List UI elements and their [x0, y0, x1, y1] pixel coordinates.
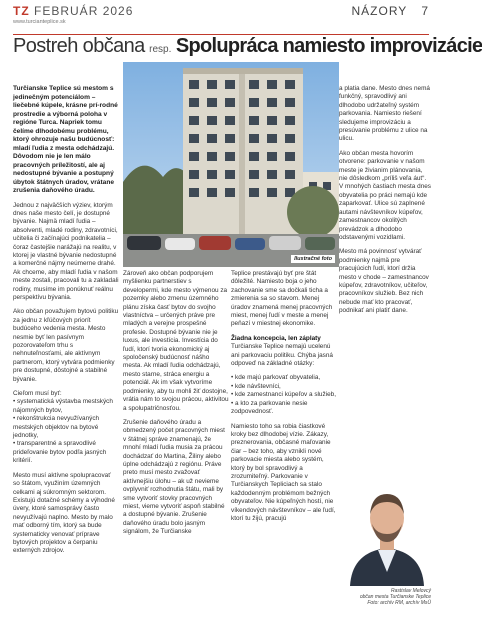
paragraph: Mesto musí aktívne spolupracovať so štátom, využiním územných celkami aj súkromným sektorom. Existujú dotačné schémy a výhodné úvery, ktoré samosprávy často nevyužívajú naplno. Mesto by malo mať odborný tím, ktorý sa bude systematicky venovať príprave bytových projektov a čerpaniu externých zdrojov.	[13, 471, 115, 555]
author-name: Rastislav Melovcý	[390, 588, 431, 594]
paragraph: Jednou z najväčších výziev, ktorým dnes naše mesto čelí, je dostupné bývanie. Najmä mladí ľudia – absolventi, mladé rodiny, zdravotníci, učitelia či začínajúci podnikatelia – čoraz častejšie narážajú na realitu, v ktorej je vlastné bývanie nedostupné a komerčné nájmy neúmerne drahé. Ak chceme, aby mladí ľudia v našom meste zostali, pracovali tu a zakladali rodiny, musíme im ponúknuť reálnu perspektívu bývania.	[13, 201, 119, 301]
question-list	[231, 374, 337, 416]
section-name: NÁZORY	[351, 4, 408, 18]
issue-date: FEBRUÁR 2026	[34, 4, 134, 18]
website-url[interactable]: www.turcianteplice.sk	[13, 19, 66, 25]
photo-caption: Ilustračné foto	[291, 255, 335, 263]
paragraph: Zároveň ako občan podporujem myšlienku partnerstiev s developermi, kde mesto výmenou za pozemky alebo zmenu územného plánu získa časť bytov do svojho vlastníctva – určených práve pre mladých a verejne prospešné profesie. Dostupné bývanie nie je luxus, ale investícia. Investícia do ľudí, ktorí tvoria ekonomický aj spoločenský budúcnosť nášho mesta. Ak mladí ľudia odchádzajú, mesto starne, stráca energiu a potenciál. Ak im však vytvoríme podmienky, aby tu mohli žiť dostojne, vrátia nám to svojou prácou, aktivitou a spolupatričnosťou.	[123, 270, 229, 412]
title-kicker: Postreh občana	[13, 35, 145, 57]
list-item: • a kto za parkovanie nesie zodpovednosť.	[231, 399, 308, 416]
page-number: 7	[421, 4, 429, 18]
author-portrait	[342, 468, 432, 586]
paragraph: Mesto má povinnosť vytvárať podmienky najmä pre pracujúcich ľudí, ktorí držia mesto v chode – zamestnancov kúpeľov, zdravotníkov, učiteľov, pracovníkov služieb. Bez nich nebude mať kto pracovať, podnikať ani platiť dane.	[339, 248, 429, 315]
list-item: • rekonštrukcia nevyužívaných mestských objektov na bytové jednotky,	[13, 415, 100, 440]
column-4	[339, 85, 431, 322]
list-item: • kde majú parkovať obyvatelia,	[231, 374, 321, 382]
paragraph: Ako občan považujem bytovú politiku za jednu z kľúčových priorít budúceho vedenia mesta. Mesto nesmie byť len pasívnym pozorovateľom trhu s nehnuteľnosťami, ale aktívnym partnerom, ktorý vytvára podmienky pre dostupné, dôstojné a stabilné bývanie.	[13, 308, 119, 383]
brand: TZ	[13, 4, 30, 18]
title-resp: resp.	[149, 44, 172, 55]
subheading: Žiadna koncepcia, len záplaty	[231, 334, 321, 342]
paragraph: Ako občan mesta hovorím otvorene: parkovanie v našom meste je živianim plánovania, nie dôsledkom „príliš veľa áut“. V mnohých častiach mesta dnes obyvatelia po práci nemajú kde zaparkovať. Ulice sú zaplnené autami návštevníkov kúpeľov, zamestnancov okolitých prevádzok a dlhodobo odstavenými vozidlami.	[339, 149, 431, 241]
portrait-caption	[338, 588, 431, 607]
paragraph: Zrušenie daňového úradu a obmedzený počet pracovných miest v štátnej správe znamenajú, že mnohí mladí ľudia musia za prácou dochádzať do Martina, Žiliny alebo úplne odchádzajú z regiónu. Práve preto musí mesto zvažovať aktívnejšiu úlohu – ak už nevieme ovplyvniť rozhodnutia štátu, mali by sme vytvoriť stovky pracovných miest, vieme vytvoriť aspoň stabilné a dostupné bývanie. Zrušenie daňového úradu bolo jasným signálom, že Turčianske	[123, 418, 225, 536]
author-role: občan mesta Turčianske Teplice	[359, 594, 431, 601]
column-1	[13, 85, 119, 562]
title-main: Spolupráca namiesto improvizácie	[175, 35, 482, 57]
paragraph: a platia dane. Mesto dnes nemá funkčný, spravodlivý ani dlhodobo udržateľný systém parkovania. Namiesto riešení sledujeme improvizáciu a presúvanie problému z ulice na ulicu.	[339, 85, 430, 143]
photo-credit: Foto: archív RM, archív MsÚ	[367, 600, 431, 607]
paragraph: Turčianske Teplice nemajú ucelenú ani parkovaciu politiku. Chýba jasná odpoveď na základné otázky:	[231, 343, 333, 368]
article-lead: Turčianske Teplice sú mestom s jedinečným potenciálom – liečebné kúpele, krásne prí-rodné prostredie a výborná poloha v regióne Turca. Napriek tomu čelíme dlhodobému problému, ktorý ohrozuje našu budúcnosť: mladí ľudia z mesta odchádzajú. Dôvodom nie je len málo pracovných príležitostí, ale aj nedostupné bývanie a postupný úbytok štátnych úradov, vrátane zrušenia daňového úradu.	[13, 85, 118, 194]
list-item: • transparentné a spravodlivé prideľovanie bytov podľa jasných kritérií.	[13, 440, 107, 465]
list-item: • kde návštevníci,	[231, 382, 281, 390]
apartment-building-illustration	[123, 62, 339, 267]
page-header	[13, 4, 429, 36]
article-photo	[123, 62, 339, 267]
author-photo	[342, 468, 432, 586]
column-3	[231, 270, 337, 529]
column-2	[123, 270, 229, 543]
goal-list	[13, 390, 119, 466]
section-header	[352, 4, 429, 18]
paragraph: Teplice prestávajú byť pre štát dôležité. Namiesto boja o jeho zachovanie sme sa dočkali ticha a zmierenia sa so stavom. Menej úradov znamená menej pracovných miest, menej ľudí v meste a menej peňazí v miestnej ekonomike.	[231, 270, 333, 328]
paragraph: Namiesto toho sa robia čiastkové kroky bez dlhodobej vízie. Zákazy, preznerovania, občasné maľovanie čiar – bez toho, aby vznikli nové parkovacie miesta alebo systém, ktorý by bol spravodlivý a zrozumiteľný. Parkovanie v Turčianskych Tepliciach sa stalo každodenným problémom bežných obyvateľov. Nie kúpeľných hostí, nie víkendových návštevníkov – ale ľudí, ktorí tu žijú, pracujú	[231, 422, 336, 522]
list-item: • kde zamestnanci kúpeľov a služieb,	[231, 391, 336, 399]
list-item: • systematická výstavba mestských nájomných bytov,	[13, 398, 113, 414]
masthead	[13, 4, 133, 18]
article-title	[13, 35, 482, 61]
list-intro: Cieľom musí byť:	[13, 390, 62, 398]
